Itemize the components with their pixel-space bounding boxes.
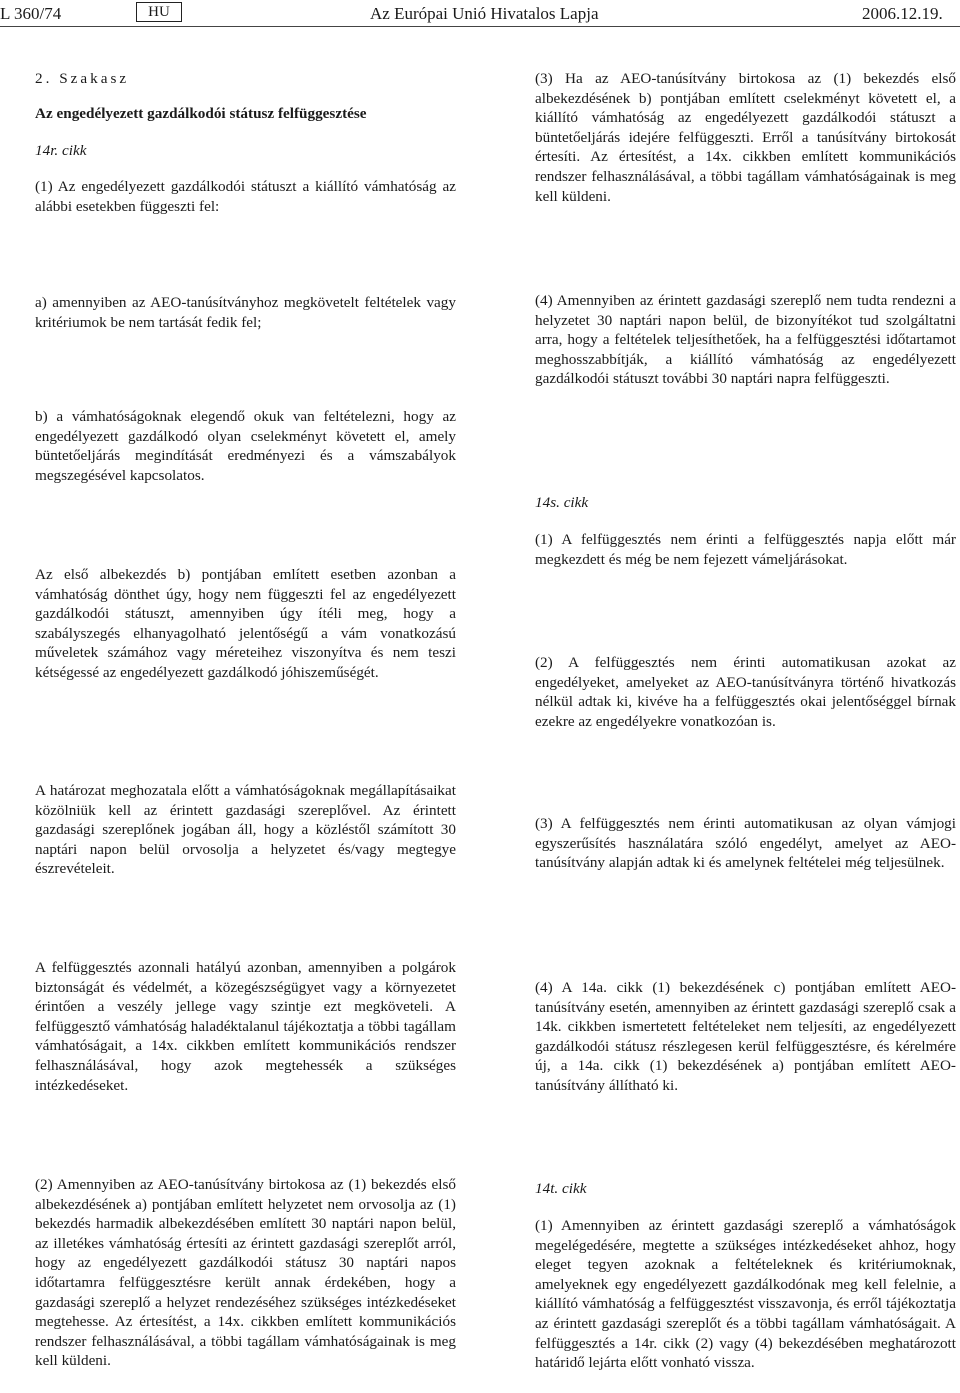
paragraph-14s-1: (1) A felfüggesztés nem érinti a felfüggesztés napja előtt már megkezdett és még be nem fejezett vámeljárásokat.	[535, 531, 956, 568]
section-heading: 2. Szakasz	[35, 70, 130, 87]
paragraph-immediate: A felfüggesztés azonnali hatályú azonban, amennyiben a polgárok biztonságát és védelmét, a közegészségügyet vagy a környezetet érintően a veszély jellege vagy szintje ezt megköveteli. A felfüggesztő vámhatóság haladéktalanul tájékoztatja a többi tagállam vámhatóságait, a 14x. cikkben említett kommunikációs rendszer felhasználásával, hogy azok megtehessék a szükséges intézkedéseket.	[35, 959, 456, 1094]
article-14s-heading: 14s. cikk	[535, 494, 589, 511]
paragraph-14r-1: (1) Az engedélyezett gazdálkodói státuszt a kiállító vámhatóság az alábbi esetekben függeszti fel:	[35, 178, 456, 215]
paragraph-14r-3: (3) Ha az AEO-tanúsítvány birtokosa az (1) bekezdés első albekezdésének b) pontjában említett cselekményt követett el, a kiállító vámhatóság az engedélyezett gazdálkodói státuszt a büntetőeljárás idejére felfüggeszti. Erről a tanúsítvány birtokosát értesíti. Az értesítést, a 14x. cikkben említett kommunikációs rendszer felhasználásával, a többi tagállam vámhatóságainak is meg kell küldeni.	[535, 70, 956, 205]
page-header	[0, 4, 960, 26]
paragraph-14r-2: (2) Amennyiben az AEO-tanúsítvány birtokosa az (1) bekezdés első albekezdésének a) pontjában említett helyzetet nem orvosolja az (1) bekezdés harmadik albekezdésében említett 30 naptári napon belül, az illetékes vámhatóság értesíti az érintett gazdasági szereplőt arról, hogy az engedélyezett gazdálkodói státusz 30 naptári napos időtartamra felfüggesztésre került annak érdekében, hogy a gazdasági szereplő a helyzet rendezéséhez szükséges intézkedéseket megtehesse. Az értesítést, a 14x. cikkben említett kommunikációs rendszer felhasználásával, a többi tagállam vámhatóságainak is meg kell küldeni.	[35, 1176, 456, 1370]
paragraph-decision: A határozat meghozatala előtt a vámhatóságoknak megállapításaikat közölniük kell az érintett gazdasági szereplővel. Az érintett gazdasági szereplőnek jogában áll, hogy a közléstől számított 30 naptári napon belül orvosolja a helyzetet és/vagy megtegye észrevételeit.	[35, 782, 456, 878]
paragraph-14s-4: (4) A 14a. cikk (1) bekezdésének c) pontjában említett AEO-tanúsítvány esetén, amennyiben az érintett gazdasági szereplő csak a 14k. cikkben ismertetett feltételeket nem teljesíti, az engedélyezett gazdálkodói státusz részlegesen kerül felfüggesztésre, és kérelmére új, a 14a. cikk (1) bekezdésének a) pontjában említett AEO-tanúsítvány állítható ki.	[535, 979, 956, 1094]
paragraph-14t-1: (1) Amennyiben az érintett gazdasági szereplő a vámhatóságok megelégedésére, megtette a szükséges intézkedéseket ahhoz, hogy eleget tegyen azoknak a feltételeknek és kritériumoknak, amelyeknek egy engedélyezett gazdálkodónak meg kell felelnie, a kiállító vámhatóság a felfüggesztést visszavonja, és erről tájékoztatja az érintett gazdasági szereplőt és a többi tagállam vámhatóságait. A felfüggesztés a 14r. cikk (2) vagy (4) bekezdésében meghatározott határidő lejárta előtt vonható vissza.	[535, 1217, 956, 1372]
point-a: a) amennyiben az AEO-tanúsítványhoz megkövetelt feltételek vagy kritériumok be nem tartását fedik fel;	[35, 294, 456, 331]
journal-title: Az Európai Unió Hivatalos Lapja	[370, 4, 599, 23]
language-badge: HU	[136, 2, 182, 22]
article-14r-heading: 14r. cikk	[35, 142, 87, 159]
page-number: L 360/74	[0, 4, 62, 23]
paragraph-first-subparagraph: Az első albekezdés b) pontjában említett esetben azonban a vámhatóság dönthet úgy, hogy nem függeszti fel az engedélyezett gazdálkodói státuszt, amennyiben úgy ítéli meg, hogy a szabályszegés elhanyagolható jelentőségű a vám vonatkozású műveletek számához vagy méreteihez viszonyítva és nem teszi kétségessé az engedélyezett gazdálkodó jóhiszeműségét.	[35, 566, 456, 681]
point-b: b) a vámhatóságoknak elegendő okuk van feltételezni, hogy az engedélyezett gazdálkodó olyan cselekményt követett el, amely büntetőeljárás megindítását eredményezi és a vámszabályok megszegésével kapcsolatos.	[35, 408, 456, 484]
paragraph-14s-2: (2) A felfüggesztés nem érinti automatikusan azokat az engedélyeket, amelyeket az AEO-tanúsítványra történő hivatkozás nélkül adtak ki, kivéve ha a felfüggesztés okai jelentőséggel bírnak ezekre az engedélyekre vonatkozóan is.	[535, 654, 956, 730]
section-title: Az engedélyezett gazdálkodói státusz felfüggesztése	[35, 105, 367, 122]
paragraph-14s-3: (3) A felfüggesztés nem érinti automatikusan az olyan vámjogi egyszerűsítés használatára szóló engedélyt, amelyet az AEO-tanúsítvány alapján adtak ki és amelynek feltételei még teljesülnek.	[535, 815, 956, 872]
article-14t-heading: 14t. cikk	[535, 1180, 587, 1197]
header-rule	[0, 26, 960, 27]
paragraph-14r-4: (4) Amennyiben az érintett gazdasági szereplő nem tudta rendezni a helyzetet 30 naptári napon belül, de bizonyítékot tud szolgáltatni arra, hogy a feltételek teljesíthetőek, ha a felfüggesztési időtartamot meghosszabbítják, a kiállító vámhatóság az engedélyezett gazdálkodói státuszt további 30 naptári napra felfüggeszti.	[535, 292, 956, 388]
publication-date: 2006.12.19.	[862, 4, 943, 23]
